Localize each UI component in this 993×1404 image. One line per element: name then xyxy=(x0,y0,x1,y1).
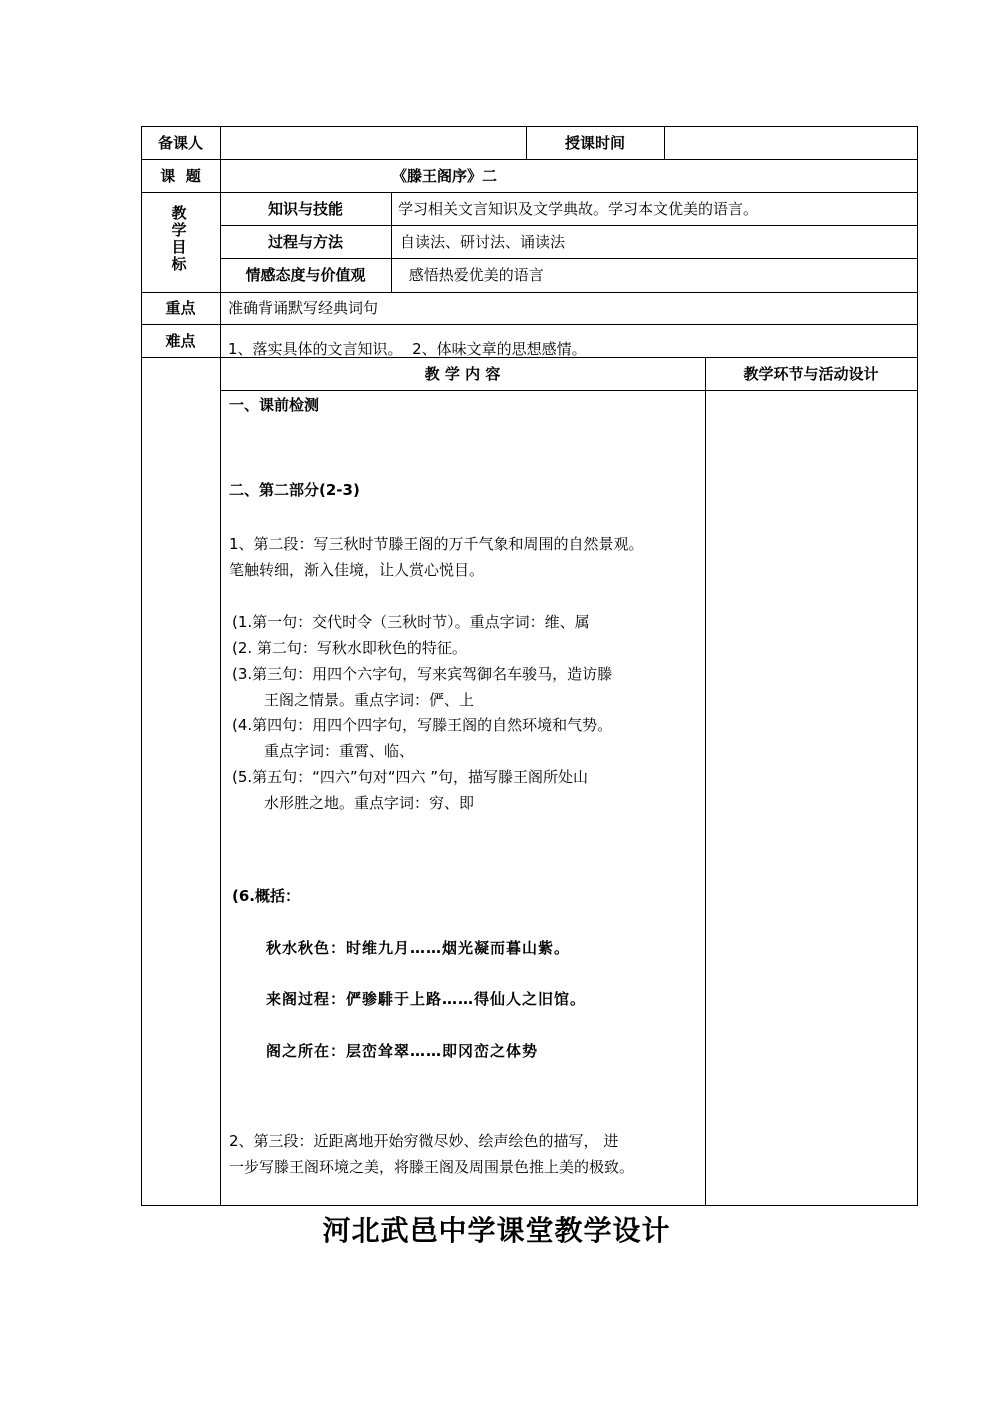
row-divider xyxy=(220,225,918,226)
objective-label-attitude: 情感态度与价值观 xyxy=(245,266,366,284)
table-border-bottom xyxy=(141,1205,918,1206)
teaching-time-label: 授课时间 xyxy=(564,134,625,152)
objective-value-knowledge: 学习相关文言知识及文学典故。学习本文优美的语言。 xyxy=(398,200,759,218)
summary-autumn-scenery: 秋水秋色：时维九月……烟光凝而暮山紫。 xyxy=(266,939,571,957)
preparer-label: 备课人 xyxy=(157,134,203,152)
content-column-header: 教 学 内 容 xyxy=(424,365,501,383)
difficulty-value: 1、落实具体的文言知识。 2、体味文章的思想感情。 xyxy=(228,340,587,358)
column-divider xyxy=(705,357,706,1206)
topic-label: 课 题 xyxy=(160,167,201,185)
table-border-top xyxy=(141,126,918,127)
objective-value-attitude: 感悟热爱优美的语言 xyxy=(404,266,544,284)
row-divider xyxy=(141,292,918,293)
column-divider xyxy=(664,126,665,159)
objectives-label: 教学目标 xyxy=(171,204,187,273)
column-divider xyxy=(220,126,221,1206)
summary-arrival: 来阁过程：俨骖騑于上路……得仙人之旧馆。 xyxy=(266,990,587,1008)
item-sentence-4: (4.第四句：用四个四字句，写滕王阁的自然环境和气势。 xyxy=(232,716,613,734)
paragraph-three-line-1: 2、第三段：近距离地开始穷微尽妙、绘声绘色的描写， 进 xyxy=(229,1132,619,1150)
difficulty-label: 难点 xyxy=(165,332,196,350)
topic-value: 《滕王阁序》二 xyxy=(392,167,498,185)
item-sentence-3-cont: 王阁之情景。重点字词：俨、上 xyxy=(264,691,475,709)
row-divider xyxy=(220,258,918,259)
item-summary-heading: (6.概括： xyxy=(232,887,300,905)
row-divider xyxy=(141,324,918,325)
key-point-label: 重点 xyxy=(165,299,196,317)
section-part-two: 二、第二部分(2-3) xyxy=(229,481,360,499)
item-sentence-3: (3.第三句：用四个六字句，写来宾驾御名车骏马，造访滕 xyxy=(232,665,613,683)
paragraph-two-line-2: 笔触转细，渐入佳境，让人赏心悦目。 xyxy=(229,561,485,579)
design-column-header: 教学环节与活动设计 xyxy=(743,365,879,383)
key-point-value: 准确背诵默写经典词句 xyxy=(228,299,379,317)
column-divider xyxy=(391,192,392,292)
table-border-right xyxy=(917,126,918,1206)
paragraph-three-line-2: 一步写滕王阁环境之美，将滕王阁及周围景色推上美的极致。 xyxy=(229,1158,635,1176)
objective-value-process: 自读法、研讨法、诵读法 xyxy=(400,233,566,251)
item-sentence-5-cont: 水形胜之地。重点字词：穷、即 xyxy=(264,794,475,812)
item-sentence-1: (1.第一句：交代时令（三秋时节）。重点字词：维、属 xyxy=(232,613,590,631)
item-sentence-2: (2. 第二句：写秋水即秋色的特征。 xyxy=(232,639,467,657)
objective-label-knowledge: 知识与技能 xyxy=(267,200,343,218)
row-divider xyxy=(141,192,918,193)
item-sentence-5: (5.第五句：“四六”句对“四六 ”句，描写滕王阁所处山 xyxy=(232,768,589,786)
row-divider xyxy=(220,390,918,391)
summary-location: 阁之所在：层峦耸翠……即冈峦之体势 xyxy=(266,1042,539,1060)
objective-label-process: 过程与方法 xyxy=(267,233,343,251)
school-title: 河北武邑中学课堂教学设计 xyxy=(322,1214,671,1247)
table-border-left xyxy=(141,126,142,1206)
row-divider xyxy=(141,159,918,160)
paragraph-two-line-1: 1、第二段：写三秋时节滕王阁的万千气象和周围的自然景观。 xyxy=(229,535,644,553)
item-sentence-4-cont: 重点字词：重霄、临、 xyxy=(264,742,415,760)
section-pre-class-test: 一、课前检测 xyxy=(229,396,320,414)
